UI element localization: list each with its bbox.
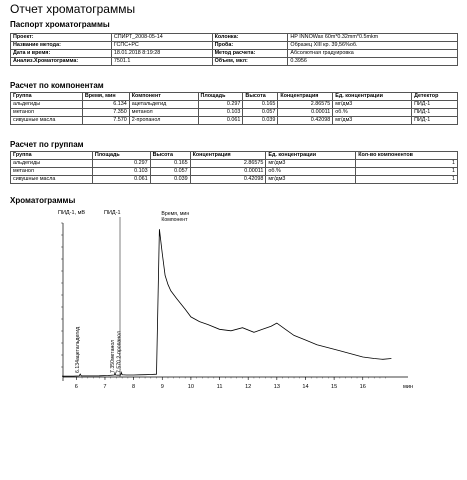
x-tick-label: 6 xyxy=(74,384,78,390)
table-header-row xyxy=(11,152,458,160)
table-cell: мг/дм3 xyxy=(266,160,356,168)
table-header-row xyxy=(11,93,458,101)
table-cell: метанол xyxy=(129,109,198,117)
passport-body xyxy=(11,34,458,66)
x-tick-label: 14 xyxy=(302,384,309,390)
passport-heading: Паспорт хроматограммы xyxy=(10,20,110,29)
chromatogram-chart xyxy=(0,205,467,480)
table-cell: метанол xyxy=(11,109,83,117)
x-tick-label: 15 xyxy=(331,384,338,390)
passport-label: Объем, мкл: xyxy=(212,58,288,66)
passport-row xyxy=(11,50,458,58)
table-cell: альдегиды xyxy=(11,160,93,168)
axis-annotation-line: Время, мин xyxy=(161,211,190,217)
table-cell: 0.057 xyxy=(243,109,278,117)
table-cell: об.% xyxy=(333,109,412,117)
passport-label: Название метода: xyxy=(11,42,112,50)
column-header: Группа xyxy=(11,93,83,101)
components-heading: Расчет по компонентам xyxy=(10,81,104,90)
table-cell: 0.061 xyxy=(92,176,150,184)
table-row xyxy=(11,101,458,109)
table-row xyxy=(11,109,458,117)
table-cell: ПИД-1 xyxy=(412,101,458,109)
table-cell: 6.134 xyxy=(82,101,129,109)
table-cell: 0.165 xyxy=(150,160,190,168)
passport-row xyxy=(11,58,458,66)
passport-row xyxy=(11,42,458,50)
table-cell: ацетальдегид xyxy=(129,101,198,109)
table-cell: альдегиды xyxy=(11,101,83,109)
table-cell: 0.061 xyxy=(198,117,243,125)
table-cell: 1 xyxy=(356,168,458,176)
table-cell: 1 xyxy=(356,160,458,168)
chromatogram-heading: Хроматограммы xyxy=(10,196,76,205)
x-tick-label: 16 xyxy=(359,384,366,390)
table-cell: 0.297 xyxy=(198,101,243,109)
table-cell: 2-пропанол xyxy=(129,117,198,125)
column-header: Площадь xyxy=(92,152,150,160)
x-tick-label: 7 xyxy=(103,384,107,390)
x-axis-label: мин xyxy=(403,384,414,390)
table-row xyxy=(11,168,458,176)
table-cell: 0.057 xyxy=(150,168,190,176)
column-header: Ед. концентрации xyxy=(333,93,412,101)
table-cell: мг/дм3 xyxy=(266,176,356,184)
passport-label: Проба: xyxy=(212,42,288,50)
peak-label: 7.570 2-пропанол xyxy=(116,331,123,373)
passport-row xyxy=(11,34,458,42)
passport-value: Образец XIII кр. 39,56%об. xyxy=(288,42,458,50)
table-cell: 0.103 xyxy=(198,109,243,117)
passport-table xyxy=(10,33,458,66)
table-row xyxy=(11,160,458,168)
table-cell: 7.350 xyxy=(82,109,129,117)
table-row xyxy=(11,176,458,184)
table-cell: ПИД-1 xyxy=(412,109,458,117)
table-cell: метанол xyxy=(11,168,93,176)
table-cell: об.% xyxy=(266,168,356,176)
table-row xyxy=(11,117,458,125)
x-tick-label: 10 xyxy=(187,384,195,390)
passport-label: Колонка: xyxy=(212,34,288,42)
table-cell: сивушные масла xyxy=(11,176,93,184)
groups-table xyxy=(10,151,458,184)
table-cell: 2.86575 xyxy=(278,101,333,109)
passport-value: ГСПС+РС xyxy=(111,42,212,50)
table-cell: 0.039 xyxy=(150,176,190,184)
table-cell: 0.00011 xyxy=(278,109,333,117)
passport-label: Дата и время: xyxy=(11,50,112,58)
table-cell: 2.86575 xyxy=(190,160,266,168)
passport-value: HP INNOWax 60m*0.32mm*0.5mkm xyxy=(288,34,458,42)
column-header: Площадь xyxy=(198,93,243,101)
detector-marker-label: ПИД-1 xyxy=(104,210,121,216)
passport-value: Абсолютная градуировка xyxy=(288,50,458,58)
x-tick-label: 11 xyxy=(216,384,223,390)
x-tick-label: 13 xyxy=(273,384,280,390)
passport-label: Метод расчета: xyxy=(212,50,288,58)
passport-value: СПИРТ_2008-05-14 xyxy=(111,34,212,42)
y-axis-label: ПИД-1, мВ xyxy=(58,210,86,216)
groups-body xyxy=(11,152,458,184)
passport-label: Проект: xyxy=(11,34,112,42)
table-cell: 7.570 xyxy=(82,117,129,125)
x-tick-label: 8 xyxy=(132,384,136,390)
column-header: Высота xyxy=(243,93,278,101)
passport-value: 7501.1 xyxy=(111,58,212,66)
column-header: Кол-во компонентов xyxy=(356,152,458,160)
column-header: Концентрация xyxy=(278,93,333,101)
column-header: Ед. концентрации xyxy=(266,152,356,160)
table-cell: 1 xyxy=(356,176,458,184)
axis-annotation-line: Компонент xyxy=(161,217,188,223)
components-body xyxy=(11,93,458,125)
table-cell: 0.165 xyxy=(243,101,278,109)
peak-label: 7.350метанол xyxy=(109,339,116,373)
peak-label: 6.134ацетальдегид xyxy=(75,326,82,373)
table-cell: сивушные масла xyxy=(11,117,83,125)
passport-value: 0.3956 xyxy=(288,58,458,66)
table-cell: мг/дм3 xyxy=(333,101,412,109)
groups-heading: Расчет по группам xyxy=(10,140,84,149)
column-header: Время, мин xyxy=(82,93,129,101)
table-cell: ПИД-1 xyxy=(412,117,458,125)
passport-label: Анализ.Хроматограмма: xyxy=(11,58,112,66)
table-cell: 0.039 xyxy=(243,117,278,125)
report-title: Отчет хроматограммы xyxy=(10,2,136,16)
table-cell: 0.42098 xyxy=(190,176,266,184)
column-header: Концентрация xyxy=(190,152,266,160)
x-tick-label: 9 xyxy=(160,384,164,390)
table-cell: 0.103 xyxy=(92,168,150,176)
components-table xyxy=(10,92,458,125)
column-header: Высота xyxy=(150,152,190,160)
table-cell: 0.42098 xyxy=(278,117,333,125)
table-cell: мг/дм3 xyxy=(333,117,412,125)
table-cell: 0.00011 xyxy=(190,168,266,176)
column-header: Группа xyxy=(11,152,93,160)
column-header: Детектор xyxy=(412,93,458,101)
table-cell: 0.297 xyxy=(92,160,150,168)
passport-value: 18.01.2018 8:19:28 xyxy=(111,50,212,58)
column-header: Компонент xyxy=(129,93,198,101)
x-tick-label: 12 xyxy=(245,384,252,390)
